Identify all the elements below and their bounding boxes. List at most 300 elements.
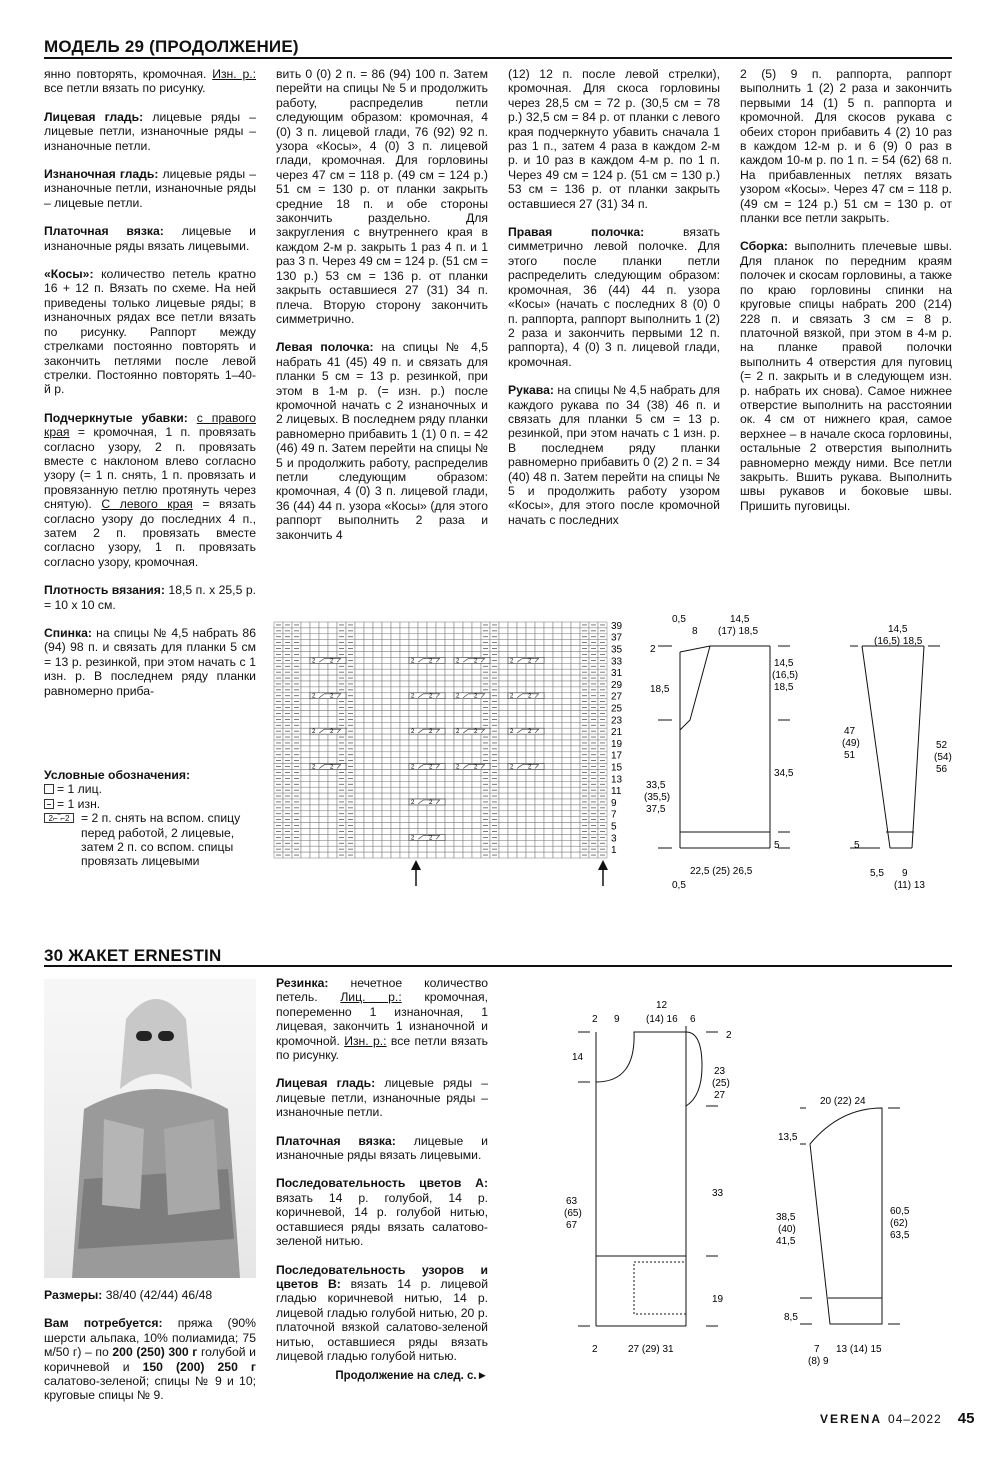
chart-cell [508,681,517,687]
chart-cell [454,711,463,717]
chart-cell [364,716,373,722]
chart-cell [355,722,364,728]
chart-cell [301,711,310,717]
chart-cell [328,716,337,722]
chart-cell [355,758,364,764]
chart-cell [463,699,472,705]
chart-cell [445,764,454,770]
chart-cell [463,687,472,693]
chart-cell [571,740,580,746]
cable-label: 2 [456,693,460,700]
header-rule [44,965,952,967]
chart-cell [445,622,454,628]
chart-cell [472,787,481,793]
chart-cell [463,740,472,746]
chart-cell [508,640,517,646]
chart-cell [517,669,526,675]
chart-cell [427,716,436,722]
dim-label: 18,5 [650,684,670,695]
chart-cell [310,628,319,634]
chart-cell [553,834,562,840]
chart-cell [382,781,391,787]
chart-cell [427,752,436,758]
chart-cell [436,746,445,752]
chart-cell [364,840,373,846]
chart-cell [535,840,544,846]
chart-cell [373,834,382,840]
chart-cell [418,711,427,717]
dim-label: 52 [936,740,948,751]
dim-label: 2 [592,1344,598,1355]
chart-cell [364,657,373,663]
legend-cable: 2⌐‾⌐2 = 2 п. снять на вспом. спицу перед работой, 2 лицевые, затем 2 п. со вспом. спицы провязать лицевыми [44,811,256,869]
chart-cell [445,687,454,693]
chart-cell [499,728,508,734]
dim-label: (16,5) 18,5 [874,636,923,647]
chart-cell [463,640,472,646]
chart-cell [454,834,463,840]
chart-cell [436,628,445,634]
chart-cell [463,846,472,852]
chart-cell [436,829,445,835]
chart-cell [553,746,562,752]
chart-cell [571,734,580,740]
chart-cell [310,811,319,817]
chart-cell [328,799,337,805]
chart-cell [553,787,562,793]
chart-cell [310,840,319,846]
chart-cell [562,799,571,805]
chart-cell [382,752,391,758]
chart-cell [544,705,553,711]
chart-cell [400,746,409,752]
dim-label: 20 (22) 24 [820,1096,866,1107]
chart-cell [463,817,472,823]
chart-cell [364,787,373,793]
chart-cell [445,746,454,752]
chart-cell [517,770,526,776]
chart-cell [319,746,328,752]
chart-cell [400,646,409,652]
chart-cell [418,675,427,681]
cable-mark [409,834,445,841]
chart-cell [445,699,454,705]
chart-cell [499,781,508,787]
chart-cell [517,687,526,693]
chart-cell [310,669,319,675]
chart-cell [391,652,400,658]
chart-cell [364,846,373,852]
chart-cell [364,799,373,805]
chart-cell [544,817,553,823]
chart-cell [355,687,364,693]
chart-cell [373,628,382,634]
chart-cell [400,740,409,746]
chart-cell [409,634,418,640]
chart-cell [544,740,553,746]
chart-cell [571,758,580,764]
chart-cell [436,716,445,722]
chart-cell [517,628,526,634]
chart-cell [355,817,364,823]
chart-cell [301,669,310,675]
chart-cell [463,834,472,840]
chart-cell [472,640,481,646]
chart-cell [364,805,373,811]
chart-cell [562,646,571,652]
chart-cell [571,722,580,728]
chart-cell [364,829,373,835]
chart-cell [508,799,517,805]
chart-cell [544,681,553,687]
chart-cell [562,652,571,658]
chart-cell [409,687,418,693]
chart-cell [463,622,472,628]
model30-column-2: Резинка: нечетное количество петель. Лиц. р.: кромочная, попеременно 1 изнаночная, 1 лицевая, закончить 1 изнаночной и кромочной. Изн. р.: все петли вязать по рисунку. Лицевая гладь: лицевые ряды – лицевые петли, изнаночные ряды – изнаночные петли. Платочная вязка: лицевые и изнаночные ряды вязать лицевыми. Последовательность цветов A: вязать 14 р. голубой, 14 р. коричневой, 14 р. голубой нитью, оставшиеся ряды вязать салатово-зеленой нитью. Последовательность узоров и цветов B: вязать 14 р. лицевой гладью коричневой нитью, 14 р. лицевой гладью голубой нитью, 20 р. платочной вязкой салатово-зеленой нитью, оставшиеся ряды вязать лицевой гладью голубой нитью. Продолжение на след. с.► [276,976,488,1383]
cable-label: 2 [411,835,415,842]
chart-cell [391,681,400,687]
chart-cell [301,693,310,699]
chart-cell [301,793,310,799]
chart-cell [526,628,535,634]
chart-cell [373,687,382,693]
chart-cell [526,852,535,858]
chart-cell [535,781,544,787]
chart-cell [463,669,472,675]
chart-cell [472,817,481,823]
chart-cell [553,829,562,835]
chart-cell [301,734,310,740]
chart-cell [319,829,328,835]
chart-cell [499,829,508,835]
chart-cell [355,646,364,652]
chart-cell [400,764,409,770]
chart-cell [373,823,382,829]
chart-cell [301,716,310,722]
chart-cell [445,634,454,640]
dim-label: 63 [566,1196,578,1207]
chart-cell [553,758,562,764]
chart-row-number: 25 [611,703,623,715]
dim-label: (17) 18,5 [718,626,759,637]
chart-cell [508,834,517,840]
chart-cell [382,628,391,634]
chart-cell [535,640,544,646]
chart-cell [571,669,580,675]
chart-cell [382,775,391,781]
cable-label: 2 [312,658,316,665]
chart-cell [391,811,400,817]
chart-cell [571,657,580,663]
chart-cell [310,829,319,835]
chart-cell [472,775,481,781]
dim-label: (35,5) [644,792,671,803]
chart-cell [382,716,391,722]
chart-row-number: 3 [611,833,617,845]
chart-cell [382,669,391,675]
chart-cell [562,663,571,669]
chart-cell [553,740,562,746]
chart-cell [571,652,580,658]
chart-cell [355,834,364,840]
chart-cell [517,787,526,793]
chart-cell [373,657,382,663]
chart-cell [526,722,535,728]
chart-cell [418,634,427,640]
chart-cell [562,775,571,781]
chart-cell [310,634,319,640]
chart-cell [301,799,310,805]
chart-cell [301,705,310,711]
chart-cell [454,817,463,823]
chart-cell [427,687,436,693]
chart-cell [499,787,508,793]
chart-cell [382,693,391,699]
chart-cell [319,652,328,658]
chart-cell [544,640,553,646]
chart-cell [319,846,328,852]
chart-cell [535,699,544,705]
chart-cell [409,817,418,823]
chart-cell [373,852,382,858]
chart-cell [571,764,580,770]
chart-cell [526,669,535,675]
chart-cell [445,705,454,711]
chart-legend [44,768,256,869]
chart-cell [526,846,535,852]
chart-cell [553,716,562,722]
chart-cell [562,764,571,770]
chart-cell [526,823,535,829]
chart-cell [517,663,526,669]
chart-cell [409,829,418,835]
chart-cell [355,799,364,805]
chart-cell [454,829,463,835]
chart-cell [517,646,526,652]
chart-cell [301,687,310,693]
page-number: 45 [957,1410,975,1427]
chart-cell [445,628,454,634]
chart-cell [328,746,337,752]
chart-cell [463,799,472,805]
chart-cell [382,728,391,734]
chart-cell [382,646,391,652]
chart-cell [454,622,463,628]
chart-cell [544,852,553,858]
chart-cell [508,817,517,823]
chart-cell [535,775,544,781]
chart-cell [319,787,328,793]
chart-cell [373,817,382,823]
chart-cell [400,734,409,740]
chart-cell [445,663,454,669]
chart-cell [571,699,580,705]
cable-label: 2 [330,729,334,736]
chart-cell [454,687,463,693]
chart-cell [517,775,526,781]
chart-cell [544,734,553,740]
chart-cell [463,652,472,658]
chart-cell [499,669,508,675]
chart-cell [463,787,472,793]
chart-cell [427,705,436,711]
chart-cell [400,711,409,717]
chart-cell [373,734,382,740]
chart-cell [517,793,526,799]
purl-symbol-icon [44,799,54,809]
chart-row-number: 5 [611,821,617,833]
chart-cell [301,758,310,764]
chart-cell [526,711,535,717]
chart-cell [427,669,436,675]
chart-cell [445,657,454,663]
cable-label: 2 [411,799,415,806]
chart-cell [400,693,409,699]
chart-cell [499,758,508,764]
chart-cell [535,834,544,840]
cable-label: 2 [528,729,532,736]
chart-cell [373,840,382,846]
chart-cell [382,675,391,681]
chart-cell [310,711,319,717]
chart-cell [391,817,400,823]
chart-cell [571,634,580,640]
chart-cell [517,699,526,705]
chart-cell [328,652,337,658]
chart-cell [364,705,373,711]
chart-cell [436,669,445,675]
chart-cell [526,781,535,787]
chart-cell [562,716,571,722]
chart-cell [382,758,391,764]
chart-cell [400,852,409,858]
dim-label: 67 [566,1220,578,1231]
chart-cell [355,840,364,846]
chart-cell [571,746,580,752]
chart-cell [382,740,391,746]
dim-label: 13,5 [778,1132,798,1143]
chart-cell [310,799,319,805]
chart-cell [436,781,445,787]
chart-cell [454,646,463,652]
chart-cell [328,722,337,728]
header-rule [44,57,952,59]
chart-cell [544,787,553,793]
chart-cell [508,634,517,640]
chart-cell [364,811,373,817]
chart-cell [373,711,382,717]
chart-cell [391,829,400,835]
chart-cell [445,787,454,793]
chart-cell [472,805,481,811]
chart-cell [382,687,391,693]
continue-note: Продолжение на след. с.► [335,1370,488,1383]
chart-cell [562,793,571,799]
chart-cell [310,781,319,787]
chart-cell [355,693,364,699]
chart-cell [391,675,400,681]
dim-label: 2 [650,644,656,655]
chart-cell [544,793,553,799]
chart-cell [328,681,337,687]
chart-cell [499,640,508,646]
chart-cell [544,811,553,817]
chart-cell [301,840,310,846]
dim-label: 0,5 [672,880,686,891]
chart-cell [391,711,400,717]
chart-cell [418,734,427,740]
chart-cell [517,622,526,628]
cable-label: 2 [528,764,532,771]
chart-cell [499,823,508,829]
chart-cell [328,687,337,693]
chart-cell [373,846,382,852]
chart-cell [355,852,364,858]
chart-cell [382,834,391,840]
chart-cell [301,775,310,781]
chart-cell [472,740,481,746]
chart-cell [499,705,508,711]
chart-cell [526,746,535,752]
chart-cell [544,781,553,787]
chart-cell [436,840,445,846]
chart-cell [526,646,535,652]
chart-cell [436,793,445,799]
chart-cell [301,675,310,681]
chart-cell [517,705,526,711]
chart-cell [391,728,400,734]
chart-cell [391,781,400,787]
chart-cell [319,805,328,811]
chart-cell [571,716,580,722]
dim-label: 9 [902,868,908,879]
chart-cell [445,728,454,734]
chart-cell [472,811,481,817]
chart-cell [418,669,427,675]
chart-cell [364,752,373,758]
chart-cell [463,722,472,728]
chart-cell [544,722,553,728]
chart-cell [535,669,544,675]
chart-cell [400,663,409,669]
chart-cell [373,781,382,787]
chart-cell [463,716,472,722]
chart-cell [427,722,436,728]
chart-cell [472,634,481,640]
dim-label: 23 [714,1066,726,1077]
chart-cell [436,775,445,781]
chart-cell [544,775,553,781]
chart-cell [571,781,580,787]
chart-cell [526,829,535,835]
chart-cell [301,817,310,823]
chart-cell [319,640,328,646]
chart-cell [373,646,382,652]
chart-cell [409,852,418,858]
chart-row-number: 37 [611,632,623,644]
chart-cell [517,799,526,805]
chart-cell [463,823,472,829]
dim-label: 5 [854,840,860,851]
chart-cell [571,711,580,717]
chart-cell [391,787,400,793]
chart-cell [400,628,409,634]
chart-cell [544,675,553,681]
chart-cell [445,646,454,652]
chart-cell [472,716,481,722]
chart-cell [499,663,508,669]
chart-cell [544,799,553,805]
